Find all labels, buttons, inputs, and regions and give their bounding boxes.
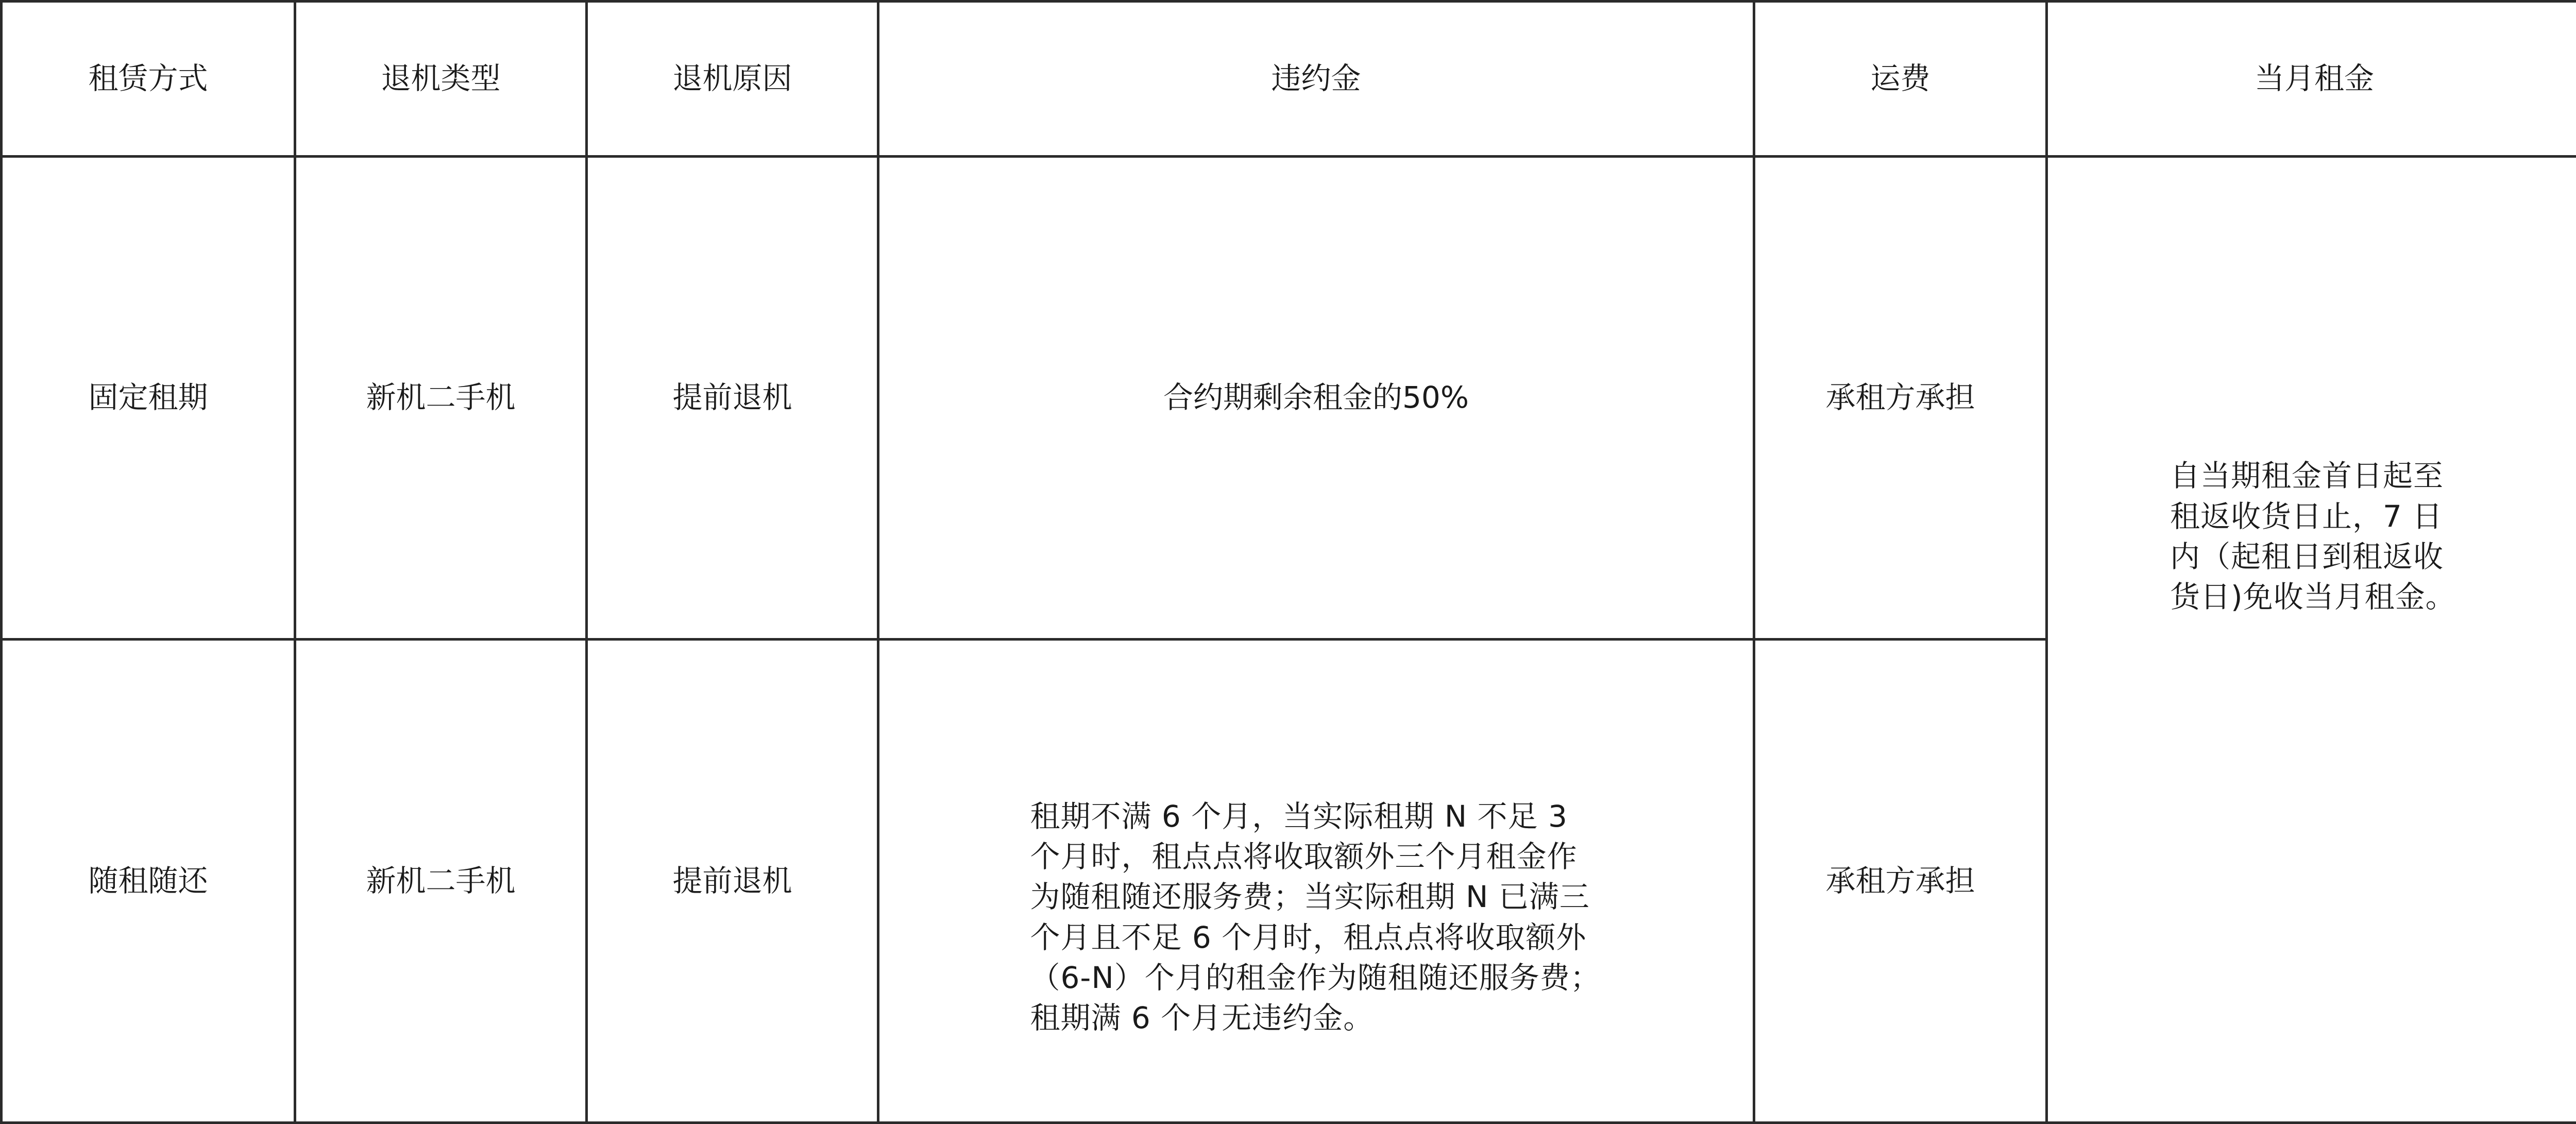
table-header-row: [2, 2, 2576, 157]
header-freight: 运费: [1754, 2, 2047, 157]
monthly-rent-note: 自当期租金首日起至租返收货日止，7 日内（起租日到租返收货日)免收当月租金。: [2170, 456, 2459, 617]
header-lease-type: 租赁方式: [2, 2, 295, 157]
cell-lease-type: 固定租期: [2, 157, 295, 640]
cell-return-reason: 提前退机: [587, 640, 878, 1123]
header-machine-type: 退机类型: [295, 2, 587, 157]
cell-penalty: [878, 640, 1754, 1123]
cell-lease-type: 随租随还: [2, 640, 295, 1123]
cell-return-reason: 提前退机: [587, 157, 878, 640]
header-penalty: 违约金: [878, 2, 1754, 157]
cell-monthly-rent: [2047, 157, 2576, 1123]
cell-freight: 承租方承担: [1754, 640, 2047, 1123]
cell-freight: 承租方承担: [1754, 157, 2047, 640]
header-monthly-rent: 当月租金: [2047, 2, 2576, 157]
table-row: [2, 157, 2576, 640]
penalty-note: 租期不满 6 个月，当实际租期 N 不足 3 个月时，租点点将收取额外三个月租金作为随租随还服务费；当实际租期 N 已满三个月且不足 6 个月时，租点点将收取额外（6-N）个月的租金作为随租随还服务费；租期满 6 个月无违约金。: [1030, 796, 1602, 1038]
cell-machine-type: 新机二手机: [295, 157, 587, 640]
header-return-reason: 退机原因: [587, 2, 878, 157]
cell-machine-type: 新机二手机: [295, 640, 587, 1123]
cell-penalty: 合约期剩余租金的50%: [878, 157, 1754, 640]
monthly-rent-note-wrap: [2048, 456, 2576, 617]
